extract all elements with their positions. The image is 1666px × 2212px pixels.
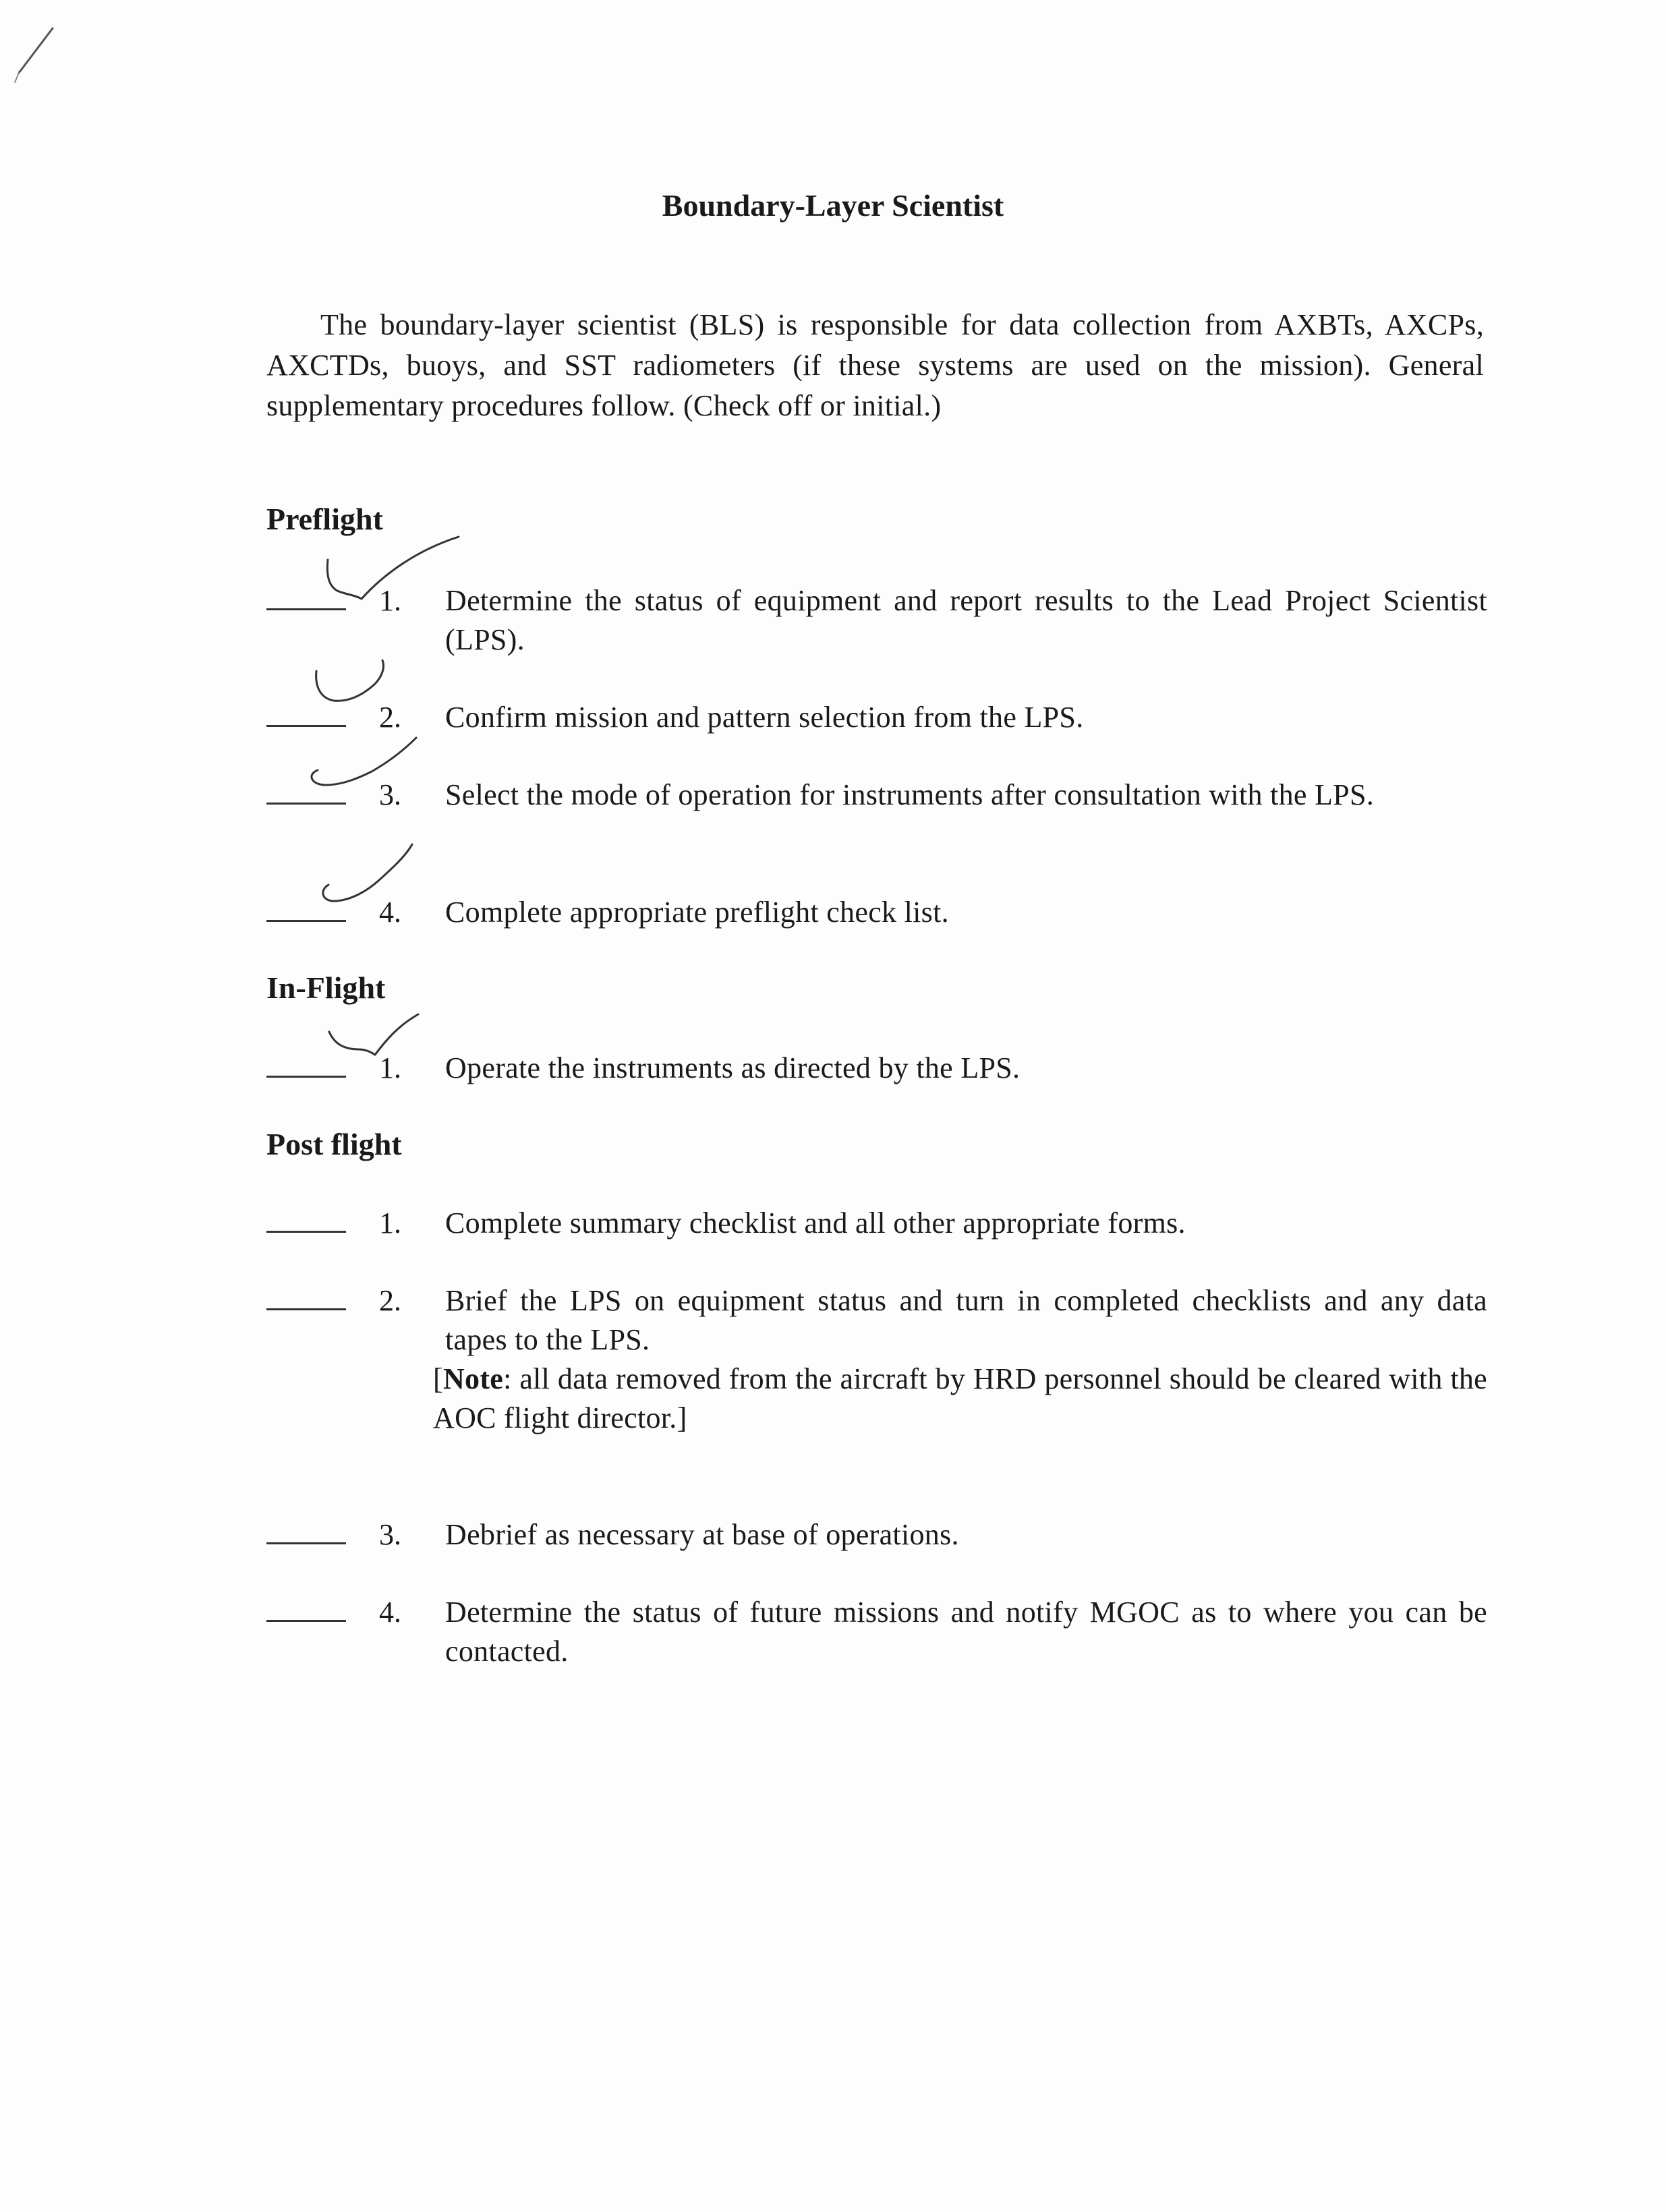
check-blank[interactable] (266, 1076, 346, 1078)
item-number: 3. (379, 1518, 401, 1551)
section-heading-in-flight: In-Flight (266, 970, 386, 1005)
item-number: 1. (379, 584, 401, 617)
item-text: Complete appropriate preflight check list. (445, 896, 949, 929)
item-number: 3. (379, 778, 401, 811)
section-heading-post-flight: Post flight (266, 1127, 402, 1161)
item-text: Complete summary checklist and all other appropriate forms. (445, 1206, 1186, 1240)
item-number: 2. (379, 701, 401, 734)
check-blank[interactable] (266, 725, 346, 727)
handwritten-checkmark (300, 735, 428, 803)
note-label: Note (442, 1362, 504, 1395)
handwritten-checkmark (317, 533, 472, 620)
handwritten-checkmark (307, 658, 415, 725)
check-blank[interactable] (266, 1231, 346, 1233)
item-text: Operate the instruments as directed by the LPS. (445, 1051, 1021, 1084)
check-blank[interactable] (266, 920, 346, 922)
pen-stroke-mark (0, 0, 135, 135)
note-open-bracket: [ (433, 1362, 443, 1395)
item-number: 4. (379, 896, 401, 929)
check-blank[interactable] (266, 1620, 346, 1622)
item-number: 2. (379, 1284, 401, 1317)
item-main-text: Brief the LPS on equipment status and turn in completed checklists and any data tapes to the LPS. (445, 1284, 1487, 1356)
section-heading-preflight: Preflight (266, 502, 383, 536)
item-number: 1. (379, 1206, 401, 1240)
check-blank[interactable] (266, 1308, 346, 1310)
item-text: Determine the status of future missions and notify MGOC as to where you can be contacted. (445, 1596, 1487, 1668)
item-text (433, 1281, 1487, 1438)
item-note (433, 1360, 1487, 1438)
handwritten-checkmark (324, 1012, 425, 1072)
document-title: Boundary-Layer Scientist (662, 188, 1004, 223)
item-number: 4. (379, 1596, 401, 1629)
note-text: : all data removed from the aircraft by HRD personnel should be cleared with the AOC flight director.] (433, 1362, 1487, 1434)
item-text: Select the mode of operation for instruments after consultation with the LPS. (445, 778, 1375, 811)
intro-paragraph: The boundary-layer scientist (BLS) is responsible for data collection from AXBTs, AXCPs, AXCTDs, buoys, and SST radiometers (if these systems are used on the mission). General supplementary procedures follow. (Check off or initial.) (266, 308, 1484, 422)
item-text: Confirm mission and pattern selection from the LPS. (445, 701, 1084, 734)
item-text: Determine the status of equipment and report results to the Lead Project Scientist (LPS). (445, 584, 1487, 656)
item-number: 1. (379, 1051, 401, 1084)
item-text: Debrief as necessary at base of operations. (445, 1518, 959, 1551)
handwritten-checkmark (314, 843, 422, 917)
check-blank[interactable] (266, 803, 346, 805)
check-blank[interactable] (266, 1542, 346, 1544)
